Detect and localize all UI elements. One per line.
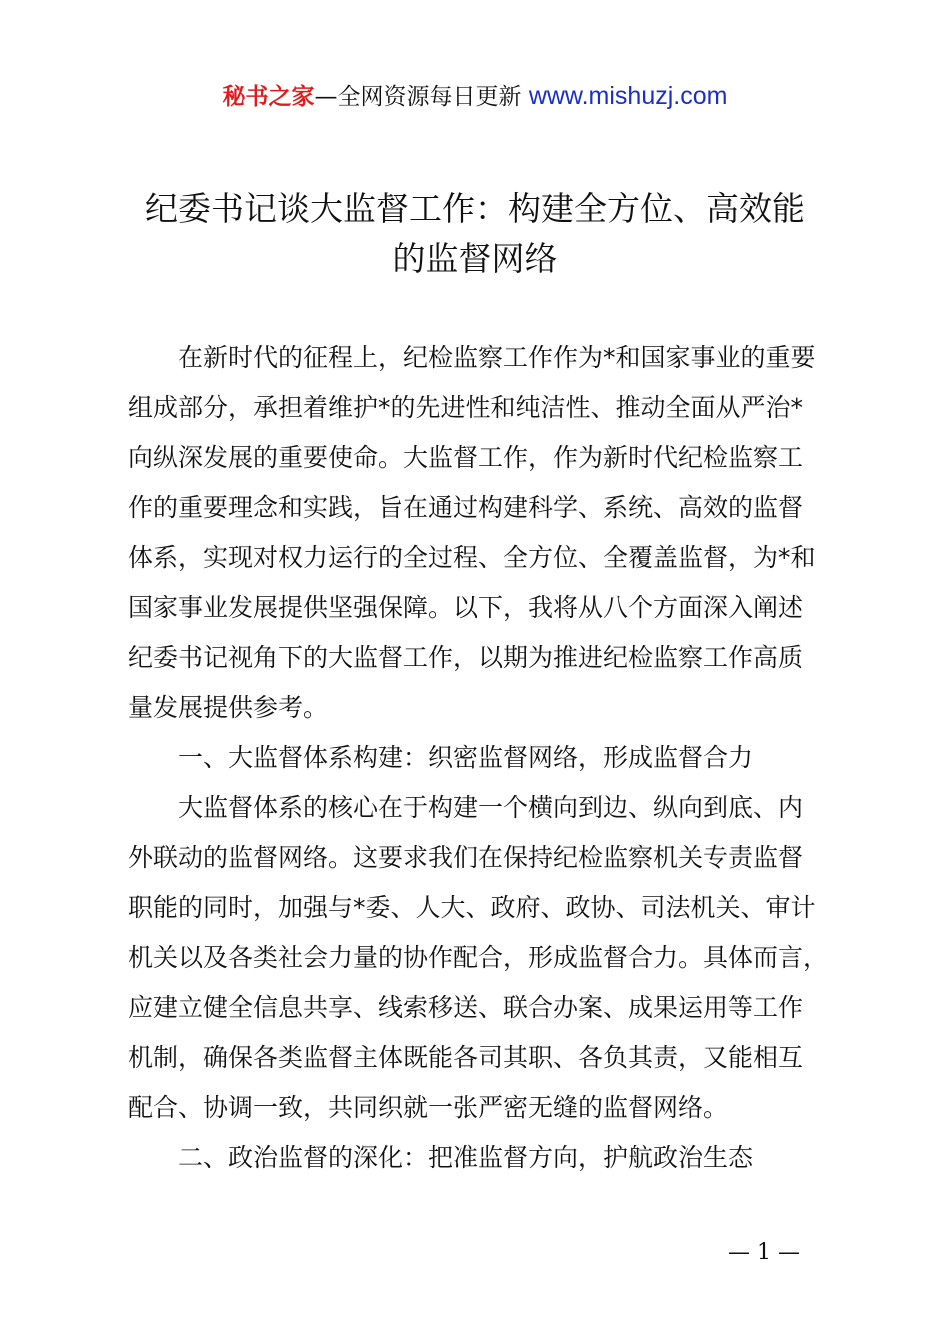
paragraph-line: 机制，确保各类监督主体既能各司其职、各负其责，又能相互 [128,1043,804,1072]
site-brand: 秘书之家 [222,84,315,110]
paragraph-line: 体系，实现对权力运行的全过程、全方位、全覆盖监督，为*和 [128,543,816,572]
document-title [100,184,850,284]
section-heading: 一、大监督体系构建：织密监督网络，形成监督合力 [178,743,754,772]
paragraph-line: 应建立健全信息共享、线索移送、联合办案、成果运用等工作 [128,993,804,1022]
title-line: 纪委书记谈大监督工作：构建全方位、高效能 [145,189,805,228]
paragraph-line: 机关以及各类社会力量的协作配合，形成监督合力。具体而言， [128,943,829,972]
paragraph-line: 在新时代的征程上，纪检监察工作作为*和国家事业的重要 [178,343,816,372]
section-heading: 二、政治监督的深化：把准监督方向，护航政治生态 [178,1143,754,1172]
title-line: 的监督网络 [392,239,558,278]
paragraph-line: 大监督体系的核心在于构建一个横向到边、纵向到底、内 [178,793,804,822]
paragraph-line: 向纵深发展的重要使命。大监督工作，作为新时代纪检监察工 [128,443,804,472]
paragraph-line: 作的重要理念和实践，旨在通过构建科学、系统、高效的监督 [128,493,804,522]
paragraph-line: 量发展提供参考。 [128,693,329,722]
site-url-link[interactable]: www.mishuzj.com [528,82,728,110]
body-paragraph [128,783,838,1133]
site-header [0,80,950,113]
page-number: — 1 — [728,1240,800,1265]
document-body [128,333,838,1183]
paragraph-line: 国家事业发展提供坚强保障。以下，我将从八个方面深入阐述 [128,593,804,622]
paragraph-line: 外联动的监督网络。这要求我们在保持纪检监察机关专责监督 [128,843,804,872]
paragraph-line: 组成部分，承担着维护*的先进性和纯洁性、推动全面从严治* [128,393,804,422]
paragraph-line: 配合、协调一致，共同织就一张严密无缝的监督网络。 [128,1093,729,1122]
paragraph-line: 职能的同时，加强与*委、人大、政府、政协、司法机关、审计 [128,893,816,922]
body-paragraph [128,333,838,733]
paragraph-line: 纪委书记视角下的大监督工作，以期为推进纪检监察工作高质 [128,643,804,672]
site-tagline: —全网资源每日更新 [314,84,522,110]
